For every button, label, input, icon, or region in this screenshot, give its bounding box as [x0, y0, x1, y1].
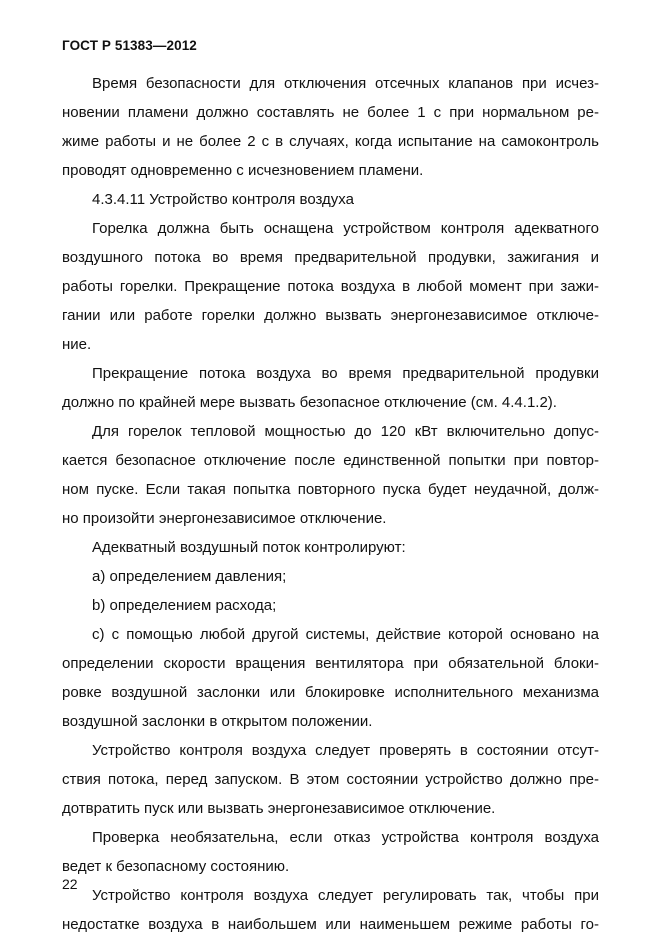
text-line: ном пуске. Если такая попытка повторного пуска будет неудачной, долж- — [62, 481, 599, 498]
text-line: недостатке воздуха в наибольшем или наименьшем режиме работы го- — [62, 916, 599, 933]
text-line: Горелка должна быть оснащена устройством контроля адекватного — [92, 220, 599, 237]
text-line: гании или работе горелки должно вызвать энергонезависимое отключе- — [62, 307, 599, 324]
text-line: Устройство контроля воздуха следует проверять в состоянии отсут- — [92, 742, 599, 759]
text-line: жиме работы и не более 2 с в случаях, когда испытание на самоконтроль — [62, 133, 599, 150]
text-line: проводят одновременно с исчезновением пламени. — [62, 162, 424, 179]
text-line: определении скорости вращения вентилятора при обязательной блоки- — [62, 655, 599, 672]
text-line: воздушного потока во время предварительной продувки, зажигания и — [62, 249, 599, 266]
text-line: новении пламени должно составлять не более 1 с при нормальном ре- — [62, 104, 599, 121]
text-line: ведет к безопасному состоянию. — [62, 858, 290, 875]
text-line: дотвратить пуск или вызвать энергонезависимое отключение. — [62, 800, 496, 817]
text-line: должно по крайней мере вызвать безопасное отключение (см. 4.4.1.2). — [62, 394, 557, 411]
text-line: ние. — [62, 336, 92, 353]
text-line: работы горелки. Прекращение потока воздуха в любой момент при зажи- — [62, 278, 599, 295]
page-number: 22 — [62, 876, 78, 892]
body-text — [62, 69, 599, 939]
text-line: но произойти энергонезависимое отключение. — [62, 510, 387, 527]
text-line: Для горелок тепловой мощностью до 120 кВт включительно допус- — [92, 423, 599, 440]
document-header: ГОСТ Р 51383—2012 — [62, 38, 197, 53]
list-item: c) с помощью любой другой системы, действие которой основано на — [92, 626, 599, 643]
text-line: Время безопасности для отключения отсечных клапанов при исчез- — [92, 75, 599, 92]
text-line: кается безопасное отключение после единственной попытки при повтор- — [62, 452, 599, 469]
text-line: ровке воздушной заслонки или блокировке исполнительного механизма — [62, 684, 599, 701]
text-line: ствия потока, перед запуском. В этом состоянии устройство должно пре- — [62, 771, 599, 788]
list-item: a) определением давления; — [92, 568, 287, 585]
section-heading: 4.3.4.11 Устройство контроля воздуха — [92, 191, 354, 208]
text-line: Адекватный воздушный поток контролируют: — [92, 539, 406, 556]
text-line: Проверка необязательна, если отказ устройства контроля воздуха — [92, 829, 599, 846]
list-item: b) определением расхода; — [92, 597, 277, 614]
text-line: Устройство контроля воздуха следует регулировать так, чтобы при — [92, 887, 599, 904]
text-line: Прекращение потока воздуха во время предварительной продувки — [92, 365, 599, 382]
text-line: воздушной заслонки в открытом положении. — [62, 713, 373, 730]
